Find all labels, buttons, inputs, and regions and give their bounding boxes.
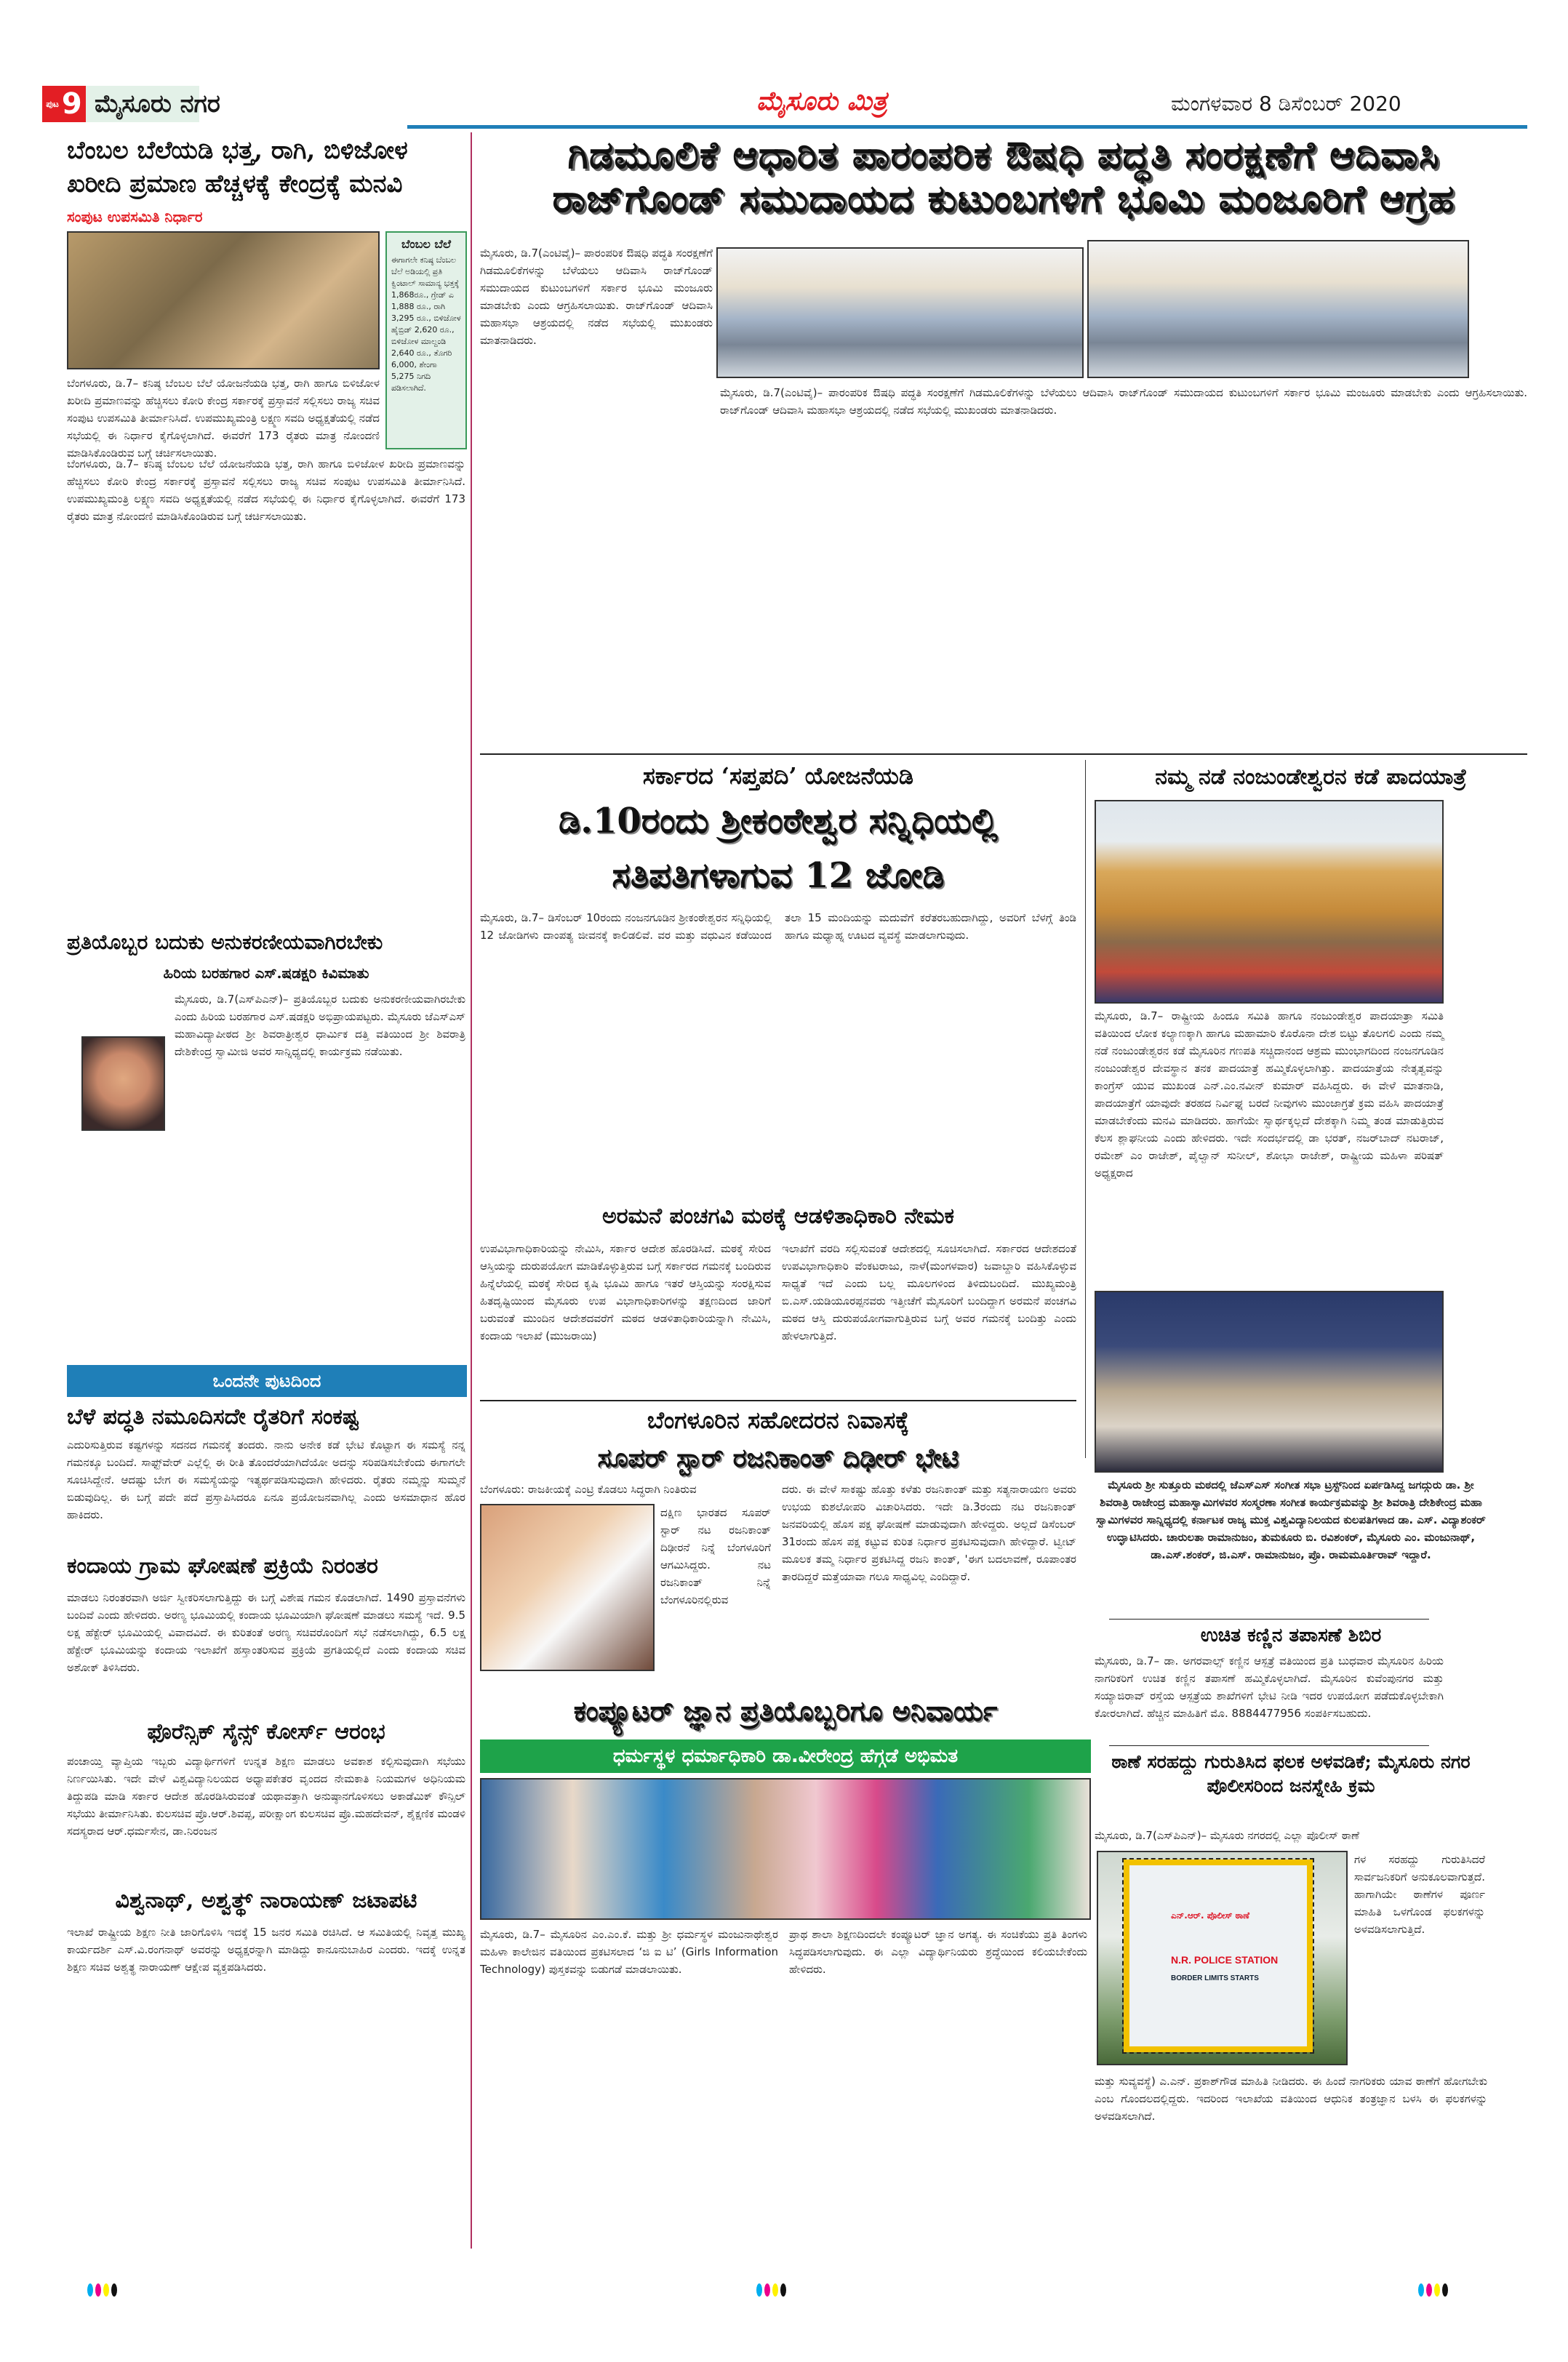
msp-body-top: ಬೆಂಗಳೂರು, ಡಿ.7– ಕನಿಷ್ಠ ಬೆಂಬಲ ಬೆಲೆ ಯೋಜನೆಯಡಿ ಭತ್ತ, ರಾಗಿ ಹಾಗೂ ಬಿಳಿಜೋಳ ಖರೀದಿ ಪ್ರಮಾಣವನ್ನು ಹೆಚ್ಚಿಸಲು ಕೋರಿ ಕೇಂದ್ರ ಸರ್ಕಾರಕ್ಕೆ ಪ್ರಸ್ತಾವನೆ ಸಲ್ಲಿಸಲು ರಾಜ್ಯ ಸಚಿವ ಸಂಪುಟ ಉಪಸಮಿತಿ ತೀರ್ಮಾನಿಸಿದೆ. ಉಪಮುಖ್ಯಮಂತ್ರಿ ಲಕ್ಷ್ಮಣ ಸವದಿ ಅಧ್ಯಕ್ಷತೆಯಲ್ಲಿ ನಡೆದ ಸಭೆಯಲ್ಲಿ ಈ ನಿರ್ಧಾರ ಕೈಗೊಳ್ಳಲಾಗಿದೆ. ಈವರೆಗೆ 173 ರೈತರು ಮಾತ್ರ ನೋಂದಣಿ ಮಾಡಿಸಿಕೊಂಡಿರುವ ಬಗ್ಗೆ ಚರ್ಚಿಸಲಾಯಿತು. <box>67 377 380 460</box>
column-divider <box>471 132 472 2249</box>
section-divider <box>480 1400 1076 1401</box>
board-text-english: N.R. POLICE STATION <box>1171 1954 1279 1966</box>
board-subtext-english: BORDER LIMITS STARTS <box>1171 1974 1259 1982</box>
book-release-photo <box>480 1778 1091 1920</box>
section-divider <box>1109 1619 1429 1620</box>
page-number-badge <box>42 86 86 122</box>
section-divider <box>480 753 1527 755</box>
vishwanath-headline: ವಿಶ್ವನಾಥ್, ಅಶ್ವತ್ಥ್ ನಾರಾಯಣ್ ಜಟಾಪಟಿ <box>115 1888 417 1913</box>
section-title: ಮೈಸೂರು ನಗರ <box>86 86 199 122</box>
tribal-headline: ಗಿಡಮೂಲಿಕೆ ಆಧಾರಿತ ಪಾರಂಪರಿಕ ಔಷಧಿ ಪದ್ಧತಿ ಸಂರಕ್ಷಣೆಗೆ ಆದಿವಾಸಿ ರಾಜ್‌ಗೊಂಡ್ ಸಮುದಾಯದ ಕುಟುಂಬಗಳಿಗೆ ಭೂಮಿ ಮಂಜೂರಿಗೆ ಆಗ್ರಹ <box>552 133 1455 221</box>
saptapadi-body: ಮೈಸೂರು, ಡಿ.7– ಡಿಸೆಂಬರ್ 10ರಂದು ನಂಜನಗೂಡಿನ ಶ್ರೀಕಂಠೇಶ್ವರನ ಸನ್ನಿಧಿಯಲ್ಲಿ 12 ಜೋಡಿಗಳು ದಾಂಪತ್ಯ ಜೀವನಕ್ಕೆ ಕಾಲಿಡಲಿವೆ. ವರ ಮತ್ತು ವಧುವಿನ ಕಡೆಯಿಂದ ತಲಾ 15 ಮಂದಿಯನ್ನು ಮದುವೆಗೆ ಕರೆತರಬಹುದಾಗಿದ್ದು, ಅವರಿಗೆ ಬೆಳಗ್ಗೆ ತಿಂಡಿ ಹಾಗೂ ಮಧ್ಯಾಹ್ನ ಊಟದ ವ್ಯವಸ್ಥೆ ಮಾಡಲಾಗುವುದು. <box>480 911 1076 942</box>
msp-headline: ಬೆಂಬಲ ಬೆಲೆಯಡಿ ಭತ್ತ, ರಾಗಿ, ಬಿಳಿಜೋಳ ಖರೀದಿ ಪ್ರಮಾಣ ಹೆಚ್ಚಳಕ್ಕೆ ಕೇಂದ್ರಕ್ಕೆ ಮನವಿ <box>67 136 408 199</box>
computer-headline: ಕಂಪ್ಯೂಟರ್ ಜ್ಞಾನ ಪ್ರತಿಯೊಬ್ಬರಿಗೂ ಅನಿವಾರ್ಯ <box>573 1694 998 1727</box>
police-body-lead: ಮೈಸೂರು, ಡಿ.7(ಎಸ್‌ಪಿಎನ್)– ಮೈಸೂರು ನಗರದಲ್ಲಿ ಎಲ್ಲಾ ಪೊಲೀಸ್ ಠಾಣೆ <box>1095 1829 1360 1842</box>
msp-box-text: ಈಗಾಗಲೇ ಕನಿಷ್ಠ ಬೆಂಬಲ ಬೆಲೆ ಅಡಿಯಲ್ಲಿ ಪ್ರತಿ ಕ್ವಿಂಟಾಲ್ ಸಾಮಾನ್ಯ ಭತ್ತಕ್ಕೆ 1,868ರೂ., ಗ್ರೇಡ್ ಎ 1,888 ರೂ., ರಾಗಿ 3,295 ರೂ., ಬಿಳಿಜೋಳ ಹೈಬ್ರಿಡ್ 2,620 ರೂ., ಬಿಳಿಜೋಳ ಮಾಲ್ದಂಡಿ 2,640 ರೂ., ತೊಗರಿ 6,000, ಶೇಂಗಾ 5,275 ನಿಗದಿ ಪಡಿಸಲಾಗಿದೆ. <box>391 255 461 393</box>
forensic-body: ಪಂಚಾಯ್ತಿ ವ್ಯಾಪ್ತಿಯ ಇಬ್ಬರು ವಿದ್ಯಾರ್ಥಿಗಳಿಗೆ ಉನ್ನತ ಶಿಕ್ಷಣ ಮಾಡಲು ಅವಕಾಶ ಕಲ್ಪಿಸುವುದಾಗಿ ಸಭೆಯು ನಿರ್ಣಯಿಸಿತು. ಇದೇ ವೇಳೆ ವಿಶ್ವವಿದ್ಯಾನಿಲಯದ ಅಧ್ಯಾಪಕೇತರ ವೃಂದದ ನೇಮಕಾತಿ ನಿಯಮಗಳ ಅಧಿನಿಯಮ ತಿದ್ದುಪಡಿ ಮಾಡಿ ಸರ್ಕಾರ ಆದೇಶ ಹೊರಡಿಸಿರುವಂತೆ ಯಥಾವತ್ತಾಗಿ ಅನುಷ್ಠಾನಗೊಳಿಸಲು ಅಕಾಡೆಮಿಕ್ ಕೌನ್ಸಿಲ್ ಸಭೆಯು ತೀರ್ಮಾನಿಸಿತು. ಕುಲಸಚಿವ ಪ್ರೊ.ಆರ್.ಶಿವಪ್ಪ, ಪರೀಕ್ಷಾಂಗ ಕುಲಸಚಿವ ಪ್ರೊ.ಮಹದೇವನ್, ಶೈಕ್ಷಣಿಕ ಮಂಡಳಿ ಸದಸ್ಯರಾದ ಆರ್.ಧರ್ಮಸೇನ, ಡಾ.ನಿರಂಜನ <box>67 1755 465 1838</box>
computer-subhead-band: ಧರ್ಮಸ್ಥಳ ಧರ್ಮಾಧಿಕಾರಿ ಡಾ.ವೀರೇಂದ್ರ ಹೆಗ್ಗಡೆ ಅಭಿಮತ <box>480 1740 1091 1773</box>
rajini-body-right: ದರು. ಈ ವೇಳೆ ಸಾಕಷ್ಟು ಹೊತ್ತು ಕಳೆತು ರಜನಿಕಾಂತ್ ಮತ್ತು ಸತ್ಯನಾರಾಯಣ ಅವರು ಉಭಯ ಕುಶಲೋಪರಿ ವಿಚಾರಿಸಿದರು. ಇದೇ ಡಿ.3ರಂದು ನಟ ರಜನಿಕಾಂತ್ ಜನವರಿಯಲ್ಲಿ ಹೊಸ ಪಕ್ಷ ಘೋಷಣೆ ಮಾಡುವುದಾಗಿ ಹೇಳಿದ್ದರು. ಅಲ್ಲದೆ ಡಿಸೆಂಬರ್ 31ರಂದು ಹೊಸ ಪಕ್ಷ ಕಟ್ಟುವ ಕುರಿತ ನಿರ್ಧಾರ ಪ್ರಕಟಿಸುವುದಾಗಿ ಹೇಳಿದ್ದಾರೆ. ಟ್ವೀಟ್ ಮೂಲಕ ತಮ್ಮ ನಿರ್ಧಾರ ಪ್ರಕಟಿಸಿದ್ದ ರಜನಿ ಕಾಂತ್, 'ಈಗ ಬದಲಾವಣೆ, ರೂಪಾಂತರ ತಾರದಿದ್ದರೆ ಮತ್ತೆಯಾವಾ ಗಲೂ ಸಾಧ್ಯವಿಲ್ಲ ಎಂದಿದ್ದಾರೆ. <box>782 1483 1076 1583</box>
revenue-village-body: ಮಾಡಲು ನಿರಂತರವಾಗಿ ಅರ್ಜಿ ಸ್ವೀಕರಿಸಲಾಗುತ್ತಿದ್ದು ಈ ಬಗ್ಗೆ ವಿಶೇಷ ಗಮನ ಕೊಡಲಾಗಿದೆ. 1490 ಪ್ರಸ್ತಾವನೆಗಳು ಬಂದಿವೆ ಎಂದು ಹೇಳಿದರು. ಅರಣ್ಯ ಭೂಮಿಯಲ್ಲಿ ಕಂದಾಯ ಭೂಮಿಯಾಗಿ ಘೋಷಣೆ ಮಾಡಲು ಸಮಸ್ಯೆ ಇದೆ. 9.5 ಲಕ್ಷ ಹೆಕ್ಟೇರ್ ಭೂಮಿಯಲ್ಲಿ ವಿವಾದವಿದೆ. ಈ ಕುರಿತಂತೆ ಅರಣ್ಯ ಸಚಿವರೊಂದಿಗೆ ಸಭೆ ನಡೆಸಲಾಗಿದ್ದು, 6.5 ಲಕ್ಷ ಹೆಕ್ಟೇರ್ ಭೂಮಿಯನ್ನು ಕಂದಾಯ ಇಲಾಖೆಗೆ ಹಸ್ತಾಂತರಿಸುವ ಪ್ರಕ್ರಿಯೆ ಪ್ರಗತಿಯಲ್ಲಿದೆ ಎಂದು ಕಂದಾಯ ಸಚಿವ ಅಶೋಕ್ ತಿಳಿಸಿದರು. <box>67 1591 465 1674</box>
police-body-side: ಗಳ ಸರಹದ್ದು ಗುರುತಿಸಿದರೆ ಸಾರ್ವಜನಿಕರಿಗೆ ಅನುಕೂಲವಾಗುತ್ತದೆ. ಹಾಗಾಗಿಯೇ ಠಾಣೆಗಳ ಪೂರ್ಣ ಮಾಹಿತಿ ಒಳಗೊಂಡ ಫಲಕಗಳನ್ನು ಅಳವಡಿಸಲಾಗುತ್ತಿದೆ. <box>1354 1853 1485 1936</box>
saptapadi-headline: ಡಿ.10ರಂದು ಶ್ರೀಕಂಠೇಶ್ವರ ಸನ್ನಿಧಿಯಲ್ಲಿ ಸತಿಪತಿಗಳಾಗುವ 12 ಜೋಡಿ <box>559 801 998 896</box>
vishwanath-body: ಇಲಾಖೆ ರಾಷ್ಟ್ರೀಯ ಶಿಕ್ಷಣ ನೀತಿ ಜಾರಿಗೊಳಿಸಿ ಇದಕ್ಕೆ 15 ಜನರ ಸಮಿತಿ ರಚಿಸಿದೆ. ಆ ಸಮಿತಿಯಲ್ಲಿ ನಿವೃತ್ತ ಮುಖ್ಯ ಕಾರ್ಯದರ್ಶಿ ಎಸ್.ವಿ.ರಂಗನಾಥ್ ಅವರನ್ನು ಅಧ್ಯಕ್ಷರನ್ನಾಗಿ ಮಾಡಿದ್ದು ಕಾನೂನುಬಾಹಿರ ಎಂದರು. ಇದಕ್ಕೆ ಉನ್ನತ ಶಿಕ್ಷಣ ಸಚಿವ ಅಶ್ವತ್ಥ ನಾರಾಯಣ್ ಆಕ್ಷೇಪ ವ್ಯಕ್ತಪಡಿಸಿದರು. <box>67 1926 465 1974</box>
music-event-photo <box>1095 1291 1444 1473</box>
section-divider <box>1109 1745 1429 1746</box>
msp-price-box <box>385 231 467 449</box>
crop-pattern-body: ಎದುರಿಸುತ್ತಿರುವ ಕಷ್ಟಗಳನ್ನು ಸದನದ ಗಮನಕ್ಕೆ ತಂದರು. ನಾನು ಅನೇಕ ಕಡೆ ಭೇಟಿ ಕೊಟ್ಟಾಗ ಈ ಸಮಸ್ಯೆ ನನ್ನ ಗಮನಕ್ಕೂ ಬಂದಿದೆ. ಸಾಫ್ಟ್‌ವೇರ್ ಎಲ್ಲೆಲ್ಲಿ ಈ ರೀತಿ ತೊಂದರೆಯಾಗಿದೆಯೋ ಅದನ್ನು ಸರಿಪಡಿಸಬೇಕೆಂದು ಈಗಾಗಲೇ ಸೂಚಿಸಿದ್ದೇನೆ. ಆದಷ್ಟು ಬೇಗ ಈ ಸಮಸ್ಯೆಯನ್ನು ಇತ್ಯರ್ಥಪಡಿಸುವುದಾಗಿ ಹೇಳಿದರು. ರೈತರು ನಮ್ಮನ್ನು ಸುಮ್ಮನೆ ಬಿಡುವುದಿಲ್ಲ. ಈ ಬಗ್ಗೆ ಪದೇ ಪದೆ ಪ್ರಸ್ತಾಪಿಸಿದರೂ ಏನೂ ಪ್ರಯೋಜನವಾಗಿಲ್ಲ ಎಂದು ಅಸಮಾಧಾನ ಹೊರ ಹಾಕಿದರು. <box>67 1438 465 1521</box>
padayatre-headline: ನಮ್ಮ ನಡೆ ನಂಜುಂಡೇಶ್ವರನ ಕಡೆ ಪಾದಯಾತ್ರೆ <box>1155 764 1467 790</box>
computer-body-left: ಮೈಸೂರು, ಡಿ.7– ಮೈಸೂರಿನ ಎಂ.ಎಂ.ಕೆ. ಮತ್ತು ಶ್ರೀ ಧರ್ಮಸ್ಥಳ ಮಂಜುನಾಥೇಶ್ವರ ಮಹಿಳಾ ಕಾಲೇಜಿನ ವತಿಯಿಂದ ಪ್ರಕಟಿಸಲಾದ ‘ಜಿ ಐ ಟಿ’ (Girls Information Technology) ಪುಸ್ತಕವನ್ನು ಬಿಡುಗಡೆ ಮಾಡಲಾಯಿತು. <box>480 1928 778 1976</box>
board-text-kannada: ಎನ್.ಆರ್. ಪೊಲೀಸ್ ಠಾಣೆ <box>1171 1910 1249 1921</box>
tribal-audience-photo <box>1087 240 1469 378</box>
role-model-subhead: ಹಿರಿಯ ಬರಹಗಾರ ಎಸ್.ಷಡಕ್ಷರಿ ಕಿವಿಮಾತು <box>163 964 369 982</box>
msp-box-title: ಬೆಂಬಲ ಬೆಲೆ <box>401 237 451 251</box>
tribal-body-col1: ಮೈಸೂರು, ಡಿ.7(ಎಂಟಿವೈ)– ಪಾರಂಪರಿಕ ಔಷಧಿ ಪದ್ಧತಿ ಸಂರಕ್ಷಣೆಗೆ ಗಿಡಮೂಲಿಕೆಗಳನ್ನು ಬೆಳೆಯಲು ಆದಿವಾಸಿ ರಾಜ್‌ಗೊಂಡ್ ಸಮುದಾಯದ ಕುಟುಂಬಗಳಿಗೆ ಸರ್ಕಾರ ಭೂಮಿ ಮಂಜೂರು ಮಾಡಬೇಕು ಎಂದು ಆಗ್ರಹಿಸಲಾಯಿತು. ರಾಜ್‌ಗೊಂಡ್ ಆದಿವಾಸಿ ಮಹಾಸಭಾ ಆಶ್ರಯದಲ್ಲಿ ನಡೆದ ಸಭೆಯಲ್ಲಿ ಮುಖಂಡರು ಮಾತನಾಡಿದರು. <box>480 247 713 347</box>
crop-pattern-headline: ಬೆಳೆ ಪದ್ಧತಿ ನಮೂದಿಸದೇ ರೈತರಿಗೆ ಸಂಕಷ್ಟ <box>67 1404 359 1430</box>
music-event-caption: ಮೈಸೂರು ಶ್ರೀ ಸುತ್ತೂರು ಮಠದಲ್ಲಿ ಜೆಎಸ್‌ಎಸ್ ಸಂಗೀತ ಸಭಾ ಟ್ರಸ್ಟ್‌ನಿಂದ ಏರ್ಪಡಿಸಿದ್ದ ಜಗದ್ಗುರು ಡಾ. ಶ್ರೀ ಶಿವರಾತ್ರಿ ರಾಜೇಂದ್ರ ಮಹಾಸ್ವಾಮಿಗಳವರ ಸಂಸ್ಮರಣಾ ಸಂಗೀತ ಕಾರ್ಯಕ್ರಮವನ್ನು ಶ್ರೀ ಶಿವರಾತ್ರಿ ದೇಶಿಕೇಂದ್ರ ಮಹಾ ಸ್ವಾಮಿಗಳವರ ಸಾನ್ನಿಧ್ಯದಲ್ಲಿ ಕರ್ನಾಟಕ ರಾಜ್ಯ ಮುಕ್ತ ವಿಶ್ವವಿದ್ಯಾನಿಲಯದ ಕುಲಪತಿಗಳಾದ ಡಾ. ಎಸ್. ವಿದ್ಯಾಶಂಕರ್ ಉದ್ಘಾಟಿಸಿದರು. ಚಾರುಲತಾ ರಾಮಾನುಜಂ, ತುಮಕೂರು ಬಿ. ರವಿಶಂಕರ್, ಮೈಸೂರು ಎಂ. ಮಂಜುನಾಥ್, ಡಾ.ಎಸ್.ಶಂಕರ್, ಜಿ.ಎಸ್. ರಾಮಾನುಜಂ, ಪ್ರೊ. ರಾಮಮೂರ್ತಿರಾವ್ ಇದ್ದಾರೆ. <box>1096 1478 1486 1561</box>
rajini-body-side: ದಕ್ಷಿಣ ಭಾರತದ ಸೂಪರ್ ಸ್ಟಾರ್ ನಟ ರಜನಿಕಾಂತ್ ದಿಢೀರನೆ ನಿನ್ನೆ ಬೆಂಗಳೂರಿಗೆ ಆಗಮಿಸಿದ್ದರು. ನಟ ರಜನಿಕಾಂತ್ ನಿನ್ನೆ ಬೆಂಗಳೂರಿನಲ್ಲಿರುವ <box>660 1506 771 1606</box>
header-rule <box>407 125 1527 129</box>
paddy-winnowing-photo <box>67 231 380 369</box>
role-model-headline: ಪ್ರತಿಯೊಬ್ಬರ ಬದುಕು ಅನುಕರಣೀಯವಾಗಿರಬೇಕು <box>67 930 383 954</box>
aramane-headline: ಅರಮನೆ ಪಂಚಗವಿ ಮಠಕ್ಕೆ ಆಡಳಿತಾಧಿಕಾರಿ ನೇಮಕ <box>602 1204 954 1229</box>
rajini-kicker: ಬೆಂಗಳೂರಿನ ಸಹೋದರನ ನಿವಾಸಕ್ಕೆ <box>647 1406 910 1434</box>
aramane-body-left: ಉಪವಿಭಾಗಾಧಿಕಾರಿಯನ್ನು ನೇಮಿಸಿ, ಸರ್ಕಾರ ಆದೇಶ ಹೊರಡಿಸಿದೆ. ಮಠಕ್ಕೆ ಸೇರಿದ ಆಸ್ತಿಯನ್ನು ದುರುಪಯೋಗ ಮಾಡಿಕೊಳ್ಳುತ್ತಿರುವ ಬಗ್ಗೆ ಸರ್ಕಾರದ ಗಮನಕ್ಕೆ ಬಂದಿರುವ ಹಿನ್ನೆಲೆಯಲ್ಲಿ ಮಠಕ್ಕೆ ಸೇರಿದ ಕೃಷಿ ಭೂಮಿ ಹಾಗೂ ಇತರೆ ಆಸ್ತಿಯನ್ನು ಸಂರಕ್ಷಿಸುವ ಹಿತದೃಷ್ಟಿಯಿಂದ ಮೈಸೂರು ಉಪ ವಿಭಾಗಾಧಿಕಾರಿಗಳನ್ನು ತಕ್ಷಣದಿಂದ ಜಾರಿಗೆ ಬರುವಂತೆ ಮುಂದಿನ ಆದೇಶದವರೆಗೆ ಮಠದ ಆಡಳಿತಾಧಿಕಾರಿಯನ್ನಾಗಿ ನೇಮಿಸಿ, ಕಂದಾಯ ಇಲಾಖೆ (ಮುಜರಾಯಿ) <box>480 1242 771 1342</box>
writer-portrait-photo <box>81 1036 165 1131</box>
continued-band: ಒಂದನೇ ಪುಟದಿಂದ <box>67 1365 467 1397</box>
newspaper-logo: ಮೈಸೂರು ಮಿತ್ರ <box>756 86 887 116</box>
forensic-headline: ಫೊರೆನ್ಸಿಕ್ ಸೈನ್ಸ್ ಕೋರ್ಸ್ ಆರಂಭ <box>147 1719 385 1745</box>
registration-marks <box>1418 2283 1448 2297</box>
police-board-photo <box>1097 1851 1348 2065</box>
rajinikanth-photo <box>480 1504 655 1671</box>
saptapadi-kicker: ಸರ್ಕಾರದ ‘ಸಪ್ತಪದಿ’ ಯೋಜನೆಯಡಿ <box>642 762 914 790</box>
page-label: ಪುಟ <box>46 98 59 109</box>
revenue-village-headline: ಕಂದಾಯ ಗ್ರಾಮ ಘೋಷಣೆ ಪ್ರಕ್ರಿಯೆ ನಿರಂತರ <box>67 1553 378 1579</box>
column-divider <box>1085 760 1086 1458</box>
aramane-body-right: ಇಲಾಖೆಗೆ ವರದಿ ಸಲ್ಲಿಸುವಂತೆ ಆದೇಶದಲ್ಲಿ ಸೂಚಿಸಲಾಗಿದೆ. ಸರ್ಕಾರದ ಆದೇಶದಂತೆ ಉಪವಿಭಾಗಾಧಿಕಾರಿ ವೆಂಕಟರಾಜು, ನಾಳೆ(ಮಂಗಳವಾರ) ಜವಾಬ್ದಾರಿ ವಹಿಸಿಕೊಳ್ಳುವ ಸಾಧ್ಯತೆ ಇದೆ ಎಂದು ಬಲ್ಲ ಮೂಲಗಳಿಂದ ತಿಳಿದುಬಂದಿದೆ. ಮುಖ್ಯಮಂತ್ರಿ ಬಿ.ಎಸ್.ಯಡಿಯೂರಪ್ಪನವರು ಇತ್ತೀಚೆಗೆ ಮೈಸೂರಿಗೆ ಬಂದಿದ್ದಾಗ ಅರಮನೆ ಪಂಚಗವಿ ಮಠದ ಆಸ್ತಿ ದುರುಪಯೋಗವಾಗುತ್ತಿರುವ ಬಗ್ಗೆ ಅವರ ಗಮನಕ್ಕೆ ಬಂದಿತ್ತು ಎಂದು ಹೇಳಲಾಗುತ್ತಿದೆ. <box>782 1242 1076 1342</box>
page-number: 9 <box>61 87 82 121</box>
issue-date: ಮಂಗಳವಾರ 8 ಡಿಸೆಂಬರ್ 2020 <box>1171 92 1401 116</box>
registration-marks <box>756 2283 786 2297</box>
padayatre-body: ಮೈಸೂರು, ಡಿ.7– ರಾಷ್ಟ್ರೀಯ ಹಿಂದೂ ಸಮಿತಿ ಹಾಗೂ ನಂಜುಂಡೇಶ್ವರ ಪಾದಯಾತ್ರಾ ಸಮಿತಿ ವತಿಯಿಂದ ಲೋಕ ಕಲ್ಯಾಣಕ್ಕಾಗಿ ಹಾಗೂ ಮಹಾಮಾರಿ ಕೊರೊನಾ ದೇಶ ಬಿಟ್ಟು ತೊಲಗಲಿ ಎಂದು ನಮ್ಮ ನಡೆ ನಂಜುಂಡೇಶ್ವರನ ಕಡೆ ಮೈಸೂರಿನ ಗಣಪತಿ ಸಚ್ಚಿದಾನಂದ ಆಶ್ರಮ ಮುಂಭಾಗದಿಂದ ನಂಜನಗೂಡಿನ ನಂಜುಂಡೇಶ್ವರ ದೇವಸ್ಥಾನ ತನಕ ಪಾದಯಾತ್ರೆ ಹಮ್ಮಿಕೊಳ್ಳಲಾಗಿತ್ತು. ಪಾದಯಾತ್ರೆಯ ನೇತೃತ್ವವನ್ನು ಕಾಂಗ್ರೆಸ್ ಯುವ ಮುಖಂಡ ಎನ್.ಎಂ.ನವೀನ್ ಕುಮಾರ್ ವಹಿಸಿದ್ದರು. ಈ ವೇಳೆ ಮಾತನಾಡಿ, ಪಾದಯಾತ್ರೆಗೆ ಯಾವುದೇ ತರಹದ ನಿರ್ವಿಘ್ನ ಬರದೆ ನೀವುಗಳು ಮುಂಜಾಗ್ರತೆ ಕ್ರಮ ವಹಿಸಿ ಪಾದಯಾತ್ರೆ ಮಾಡಬೇಕೆಂದು ಮನವಿ ಮಾಡಿದರು. ಹಾಗೆಯೇ ಸ್ವಾರ್ಥಕ್ಕಲ್ಲದೆ ದೇಶಕ್ಕಾಗಿ ನಿಮ್ಮ ತಂಡ ಮಾಡುತ್ತಿರುವ ಕೆಲಸ ಶ್ಲಾಘನೀಯ ಎಂದು ಹೇಳಿದರು. ಇದೇ ಸಂದರ್ಭದಲ್ಲಿ ಡಾ ಭರತ್, ನಜರ್‌ಬಾದ್ ನಟರಾಜ್, ರಮೇಶ್ ಎಂ ರಾಜೇಶ್, ಪೈಲ್ವಾನ್ ಸುನೀಲ್, ಶೋಭಾ ರಾಜೇಶ್, ರಾಷ್ಟ್ರೀಯ ಮಹಿಳಾ ಪರಿಷತ್ ಅಧ್ಯಕ್ಷರಾದ <box>1095 1009 1444 1180</box>
tribal-meeting-photo <box>716 247 1084 378</box>
msp-body: ಬೆಂಗಳೂರು, ಡಿ.7– ಕನಿಷ್ಠ ಬೆಂಬಲ ಬೆಲೆ ಯೋಜನೆಯಡಿ ಭತ್ತ, ರಾಗಿ ಹಾಗೂ ಬಿಳಿಜೋಳ ಖರೀದಿ ಪ್ರಮಾಣವನ್ನು ಹೆಚ್ಚಿಸಲು ಕೋರಿ ಕೇಂದ್ರ ಸರ್ಕಾರಕ್ಕೆ ಪ್ರಸ್ತಾವನೆ ಸಲ್ಲಿಸಲು ರಾಜ್ಯ ಸಚಿವ ಸಂಪುಟ ಉಪಸಮಿತಿ ತೀರ್ಮಾನಿಸಿದೆ. ಉಪಮುಖ್ಯಮಂತ್ರಿ ಲಕ್ಷ್ಮಣ ಸವದಿ ಅಧ್ಯಕ್ಷತೆಯಲ್ಲಿ ನಡೆದ ಸಭೆಯಲ್ಲಿ ಈ ನಿರ್ಧಾರ ಕೈಗೊಳ್ಳಲಾಗಿದೆ. ಈವರೆಗೆ 173 ರೈತರು ಮಾತ್ರ ನೋಂದಣಿ ಮಾಡಿಸಿಕೊಂಡಿರುವ ಬಗ್ಗೆ ಚರ್ಚಿಸಲಾಯಿತು. <box>67 457 465 523</box>
rajini-body-intro: ಬೆಂಗಳೂರು: ರಾಜಕೀಯಕ್ಕೆ ಎಂಟ್ರಿ ಕೊಡಲು ಸಿದ್ಧರಾಗಿ ನಿಂತಿರುವ <box>480 1483 697 1496</box>
computer-body-right: ಪ್ರಾಥ ಶಾಲಾ ಶಿಕ್ಷಣದಿಂದಲೇ ಕಂಪ್ಯೂಟರ್ ಜ್ಞಾನ ಅಗತ್ಯ. ಈ ಸಂಚಿಕೆಯು ಪ್ರತಿ ತಿಂಗಳು ಸಿದ್ಧಪಡಿಸಲಾಗುವುದು. ಈ ಎಲ್ಲಾ ವಿದ್ಯಾರ್ಥಿನಿಯರು ಶ್ರದ್ಧೆಯಿಂದ ಕಲಿಯಬೇಕೆಂದು ಹೇಳಿದರು. <box>789 1928 1087 1976</box>
role-model-body: ಮೈಸೂರು, ಡಿ.7(ಎಸ್‌ಪಿಎನ್)– ಪ್ರತಿಯೊಬ್ಬರ ಬದುಕು ಅನುಕರಣೀಯವಾಗಿರಬೇಕು ಎಂದು ಹಿರಿಯ ಬರಹಗಾರ ಎಸ್.ಷಡಕ್ಷರಿ ಅಭಿಪ್ರಾಯಪಟ್ಟರು. ಮೈಸೂರು ಜೆಎಸ್‌ಎಸ್ ಮಹಾವಿದ್ಯಾಪೀಠದ ಶ್ರೀ ಶಿವರಾತ್ರೀಶ್ವರ ಧಾರ್ಮಿಕ ದತ್ತಿ ವತಿಯಿಂದ ಶ್ರೀ ಶಿವರಾತ್ರಿ ದೇಶಿಕೇಂದ್ರ ಸ್ವಾಮೀಜಿ ಅವರ ಸಾನ್ನಿಧ್ಯದಲ್ಲಿ ಕಾರ್ಯಕ್ರಮ ನಡೆಯಿತು. <box>175 993 465 1058</box>
rajini-headline: ಸೂಪರ್ ಸ್ಟಾರ್ ರಜನಿಕಾಂತ್ ದಿಢೀರ್ ಭೇಟಿ <box>597 1443 959 1473</box>
msp-kicker: ಸಂಪುಟ ಉಪಸಮಿತಿ ನಿರ್ಧಾರ <box>67 208 203 225</box>
eye-camp-headline: ಉಚಿತ ಕಣ್ಣಿನ ತಪಾಸಣೆ ಶಿಬಿರ <box>1200 1625 1382 1646</box>
temple-procession-photo <box>1095 800 1444 1004</box>
eye-camp-body: ಮೈಸೂರು, ಡಿ.7– ಡಾ. ಅಗರವಾಲ್ಸ್ ಕಣ್ಣಿನ ಆಸ್ಪತ್ರೆ ವತಿಯಿಂದ ಪ್ರತಿ ಬುಧವಾರ ಮೈಸೂರಿನ ಹಿರಿಯ ನಾಗರಿಕರಿಗೆ ಉಚಿತ ಕಣ್ಣಿನ ತಪಾಸಣೆ ಹಮ್ಮಿಕೊಳ್ಳಲಾಗಿದೆ. ಮೈಸೂರಿನ ಕುವೆಂಪುನಗರ ಮತ್ತು ಸಯ್ಯಾಜಿರಾವ್ ರಸ್ತೆಯ ಆಸ್ಪತ್ರೆಯ ಶಾಖೆಗಳಿಗೆ ಭೇಟಿ ನೀಡಿ ಇದರ ಉಪಯೋಗ ಪಡೆದುಕೊಳ್ಳಬೇಕಾಗಿ ಕೋರಲಾಗಿದೆ. ಹೆಚ್ಚಿನ ಮಾಹಿತಿಗೆ ಮೊ. 8884477956 ಸಂಪರ್ಕಿಸಬಹುದು. <box>1095 1654 1444 1720</box>
police-headline: ಠಾಣೆ ಸರಹದ್ದು ಗುರುತಿಸಿದ ಫಲಕ ಅಳವಡಿಕೆ; ಮೈಸೂರು ನಗರ ಪೊಲೀಸರಿಂದ ಜನಸ್ನೇಹಿ ಕ್ರಮ <box>1111 1751 1471 1796</box>
tribal-body-col2: ಮೈಸೂರು, ಡಿ.7(ಎಂಟಿವೈ)– ಪಾರಂಪರಿಕ ಔಷಧಿ ಪದ್ಧತಿ ಸಂರಕ್ಷಣೆಗೆ ಗಿಡಮೂಲಿಕೆಗಳನ್ನು ಬೆಳೆಯಲು ಆದಿವಾಸಿ ರಾಜ್‌ಗೊಂಡ್ ಸಮುದಾಯದ ಕುಟುಂಬಗಳಿಗೆ ಸರ್ಕಾರ ಭೂಮಿ ಮಂಜೂರು ಮಾಡಬೇಕು ಎಂದು ಆಗ್ರಹಿಸಲಾಯಿತು. ರಾಜ್‌ಗೊಂಡ್ ಆದಿವಾಸಿ ಮಹಾಸಭಾ ಆಶ್ರಯದಲ್ಲಿ ನಡೆದ ಸಭೆಯಲ್ಲಿ ಮುಖಂಡರು ಮಾತನಾಡಿದರು. <box>720 386 1527 417</box>
registration-marks <box>87 2283 117 2297</box>
police-body-bottom: ಮತ್ತು ಸುವ್ಯವಸ್ಥೆ) ಎ.ಎನ್. ಪ್ರಕಾಶ್‌ಗೌಡ ಮಾಹಿತಿ ನೀಡಿದರು. ಈ ಹಿಂದೆ ನಾಗರಿಕರು ಯಾವ ಠಾಣೆಗೆ ಹೋಗಬೇಕು ಎಂಬ ಗೊಂದಲದಲ್ಲಿದ್ದರು. ಇದರಿಂದ ಇಲಾಖೆಯ ವತಿಯಿಂದ ಆಧುನಿಕ ತಂತ್ರಜ್ಞಾನ ಬಳಸಿ ಈ ಫಲಕಗಳನ್ನು ಅಳವಡಿಸಲಾಗಿದೆ. <box>1095 2075 1487 2123</box>
